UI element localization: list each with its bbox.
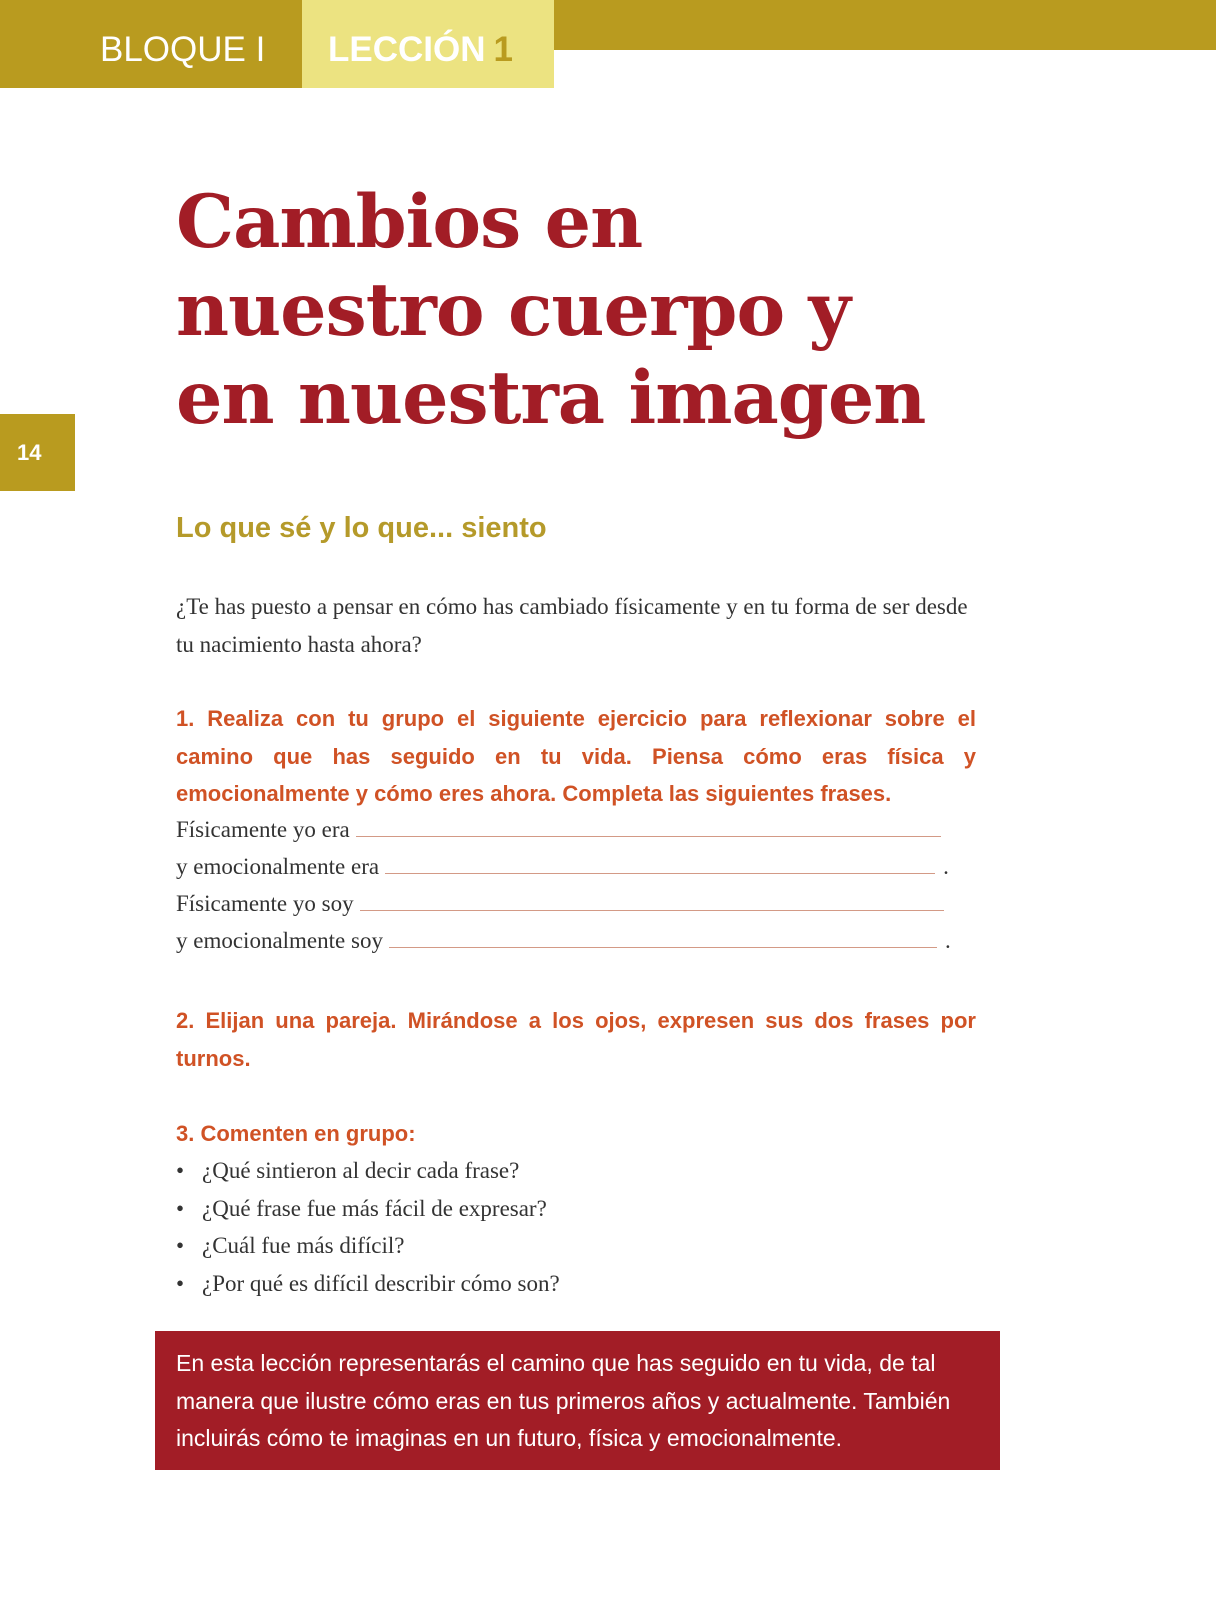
fill-blank[interactable] xyxy=(356,816,941,837)
question-text: ¿Por qué es difícil describir cómo son? xyxy=(202,1270,560,1296)
fill-line xyxy=(176,816,986,854)
list-item xyxy=(176,1265,560,1303)
section-heading: Lo que sé y lo que... siento xyxy=(176,512,547,544)
intro-paragraph: ¿Te has puesto a pensar en cómo has cambiado físicamente y en tu forma de ser desde tu nacimiento hasta ahora? xyxy=(176,594,968,657)
list-item xyxy=(176,1227,560,1265)
bullet-icon: • xyxy=(176,1270,185,1296)
list-item xyxy=(176,1190,560,1228)
fill-line-label: y emocionalmente soy xyxy=(176,928,383,953)
fill-blank[interactable] xyxy=(385,853,935,874)
fill-blank[interactable] xyxy=(389,927,937,948)
activity-3-instruction: 3. Comenten en grupo: xyxy=(176,1121,416,1146)
leccion-number: 1 xyxy=(493,30,513,69)
fill-line-label: y emocionalmente era xyxy=(176,854,380,879)
list-item xyxy=(176,1152,560,1190)
fill-line xyxy=(176,890,986,928)
bullet-icon: • xyxy=(176,1158,185,1183)
question-text: ¿Qué sintieron al decir cada frase? xyxy=(202,1158,520,1183)
fill-line-label: Físicamente yo soy xyxy=(176,891,354,916)
lesson-title: Cambios en nuestro cuerpo y en nuestra imagen xyxy=(176,179,926,441)
activity-2-instruction: 2. Elijan una pareja. Mirándose a los ojos, expresen sus dos frases por turnos. xyxy=(176,1008,976,1071)
fill-line-end: . xyxy=(944,928,951,953)
lesson-goal-callout: En esta lección representarás el camino que has seguido en tu vida, de tal manera que ilustre cómo eras en tus primeros años y actualmente. También incluirás cómo te imaginas en un futuro, física y emocionalmente. xyxy=(155,1331,1000,1470)
fill-line-label: Físicamente yo era xyxy=(176,817,350,842)
bloque-label: BLOQUE I xyxy=(0,0,302,88)
bullet-icon: • xyxy=(176,1195,185,1221)
fill-line xyxy=(176,853,986,891)
activity-1-instruction: 1. Realiza con tu grupo el siguiente ejercicio para reflexionar sobre el camino que has seguido en tu vida. Piensa cómo eras física y emocionalmente y cómo eres ahora. Completa las siguientes frases. xyxy=(176,706,976,806)
fill-blank[interactable] xyxy=(360,890,944,911)
fill-line-end: . xyxy=(943,854,949,879)
discussion-questions xyxy=(176,1152,560,1302)
question-text: ¿Cuál fue más difícil? xyxy=(202,1233,405,1258)
leccion-label: LECCIÓN xyxy=(328,30,486,69)
page-number: 14 xyxy=(0,414,75,491)
bullet-icon: • xyxy=(176,1233,185,1258)
leccion-tab xyxy=(302,0,554,88)
question-text: ¿Qué frase fue más fácil de expresar? xyxy=(202,1195,547,1221)
fill-line xyxy=(176,927,986,965)
